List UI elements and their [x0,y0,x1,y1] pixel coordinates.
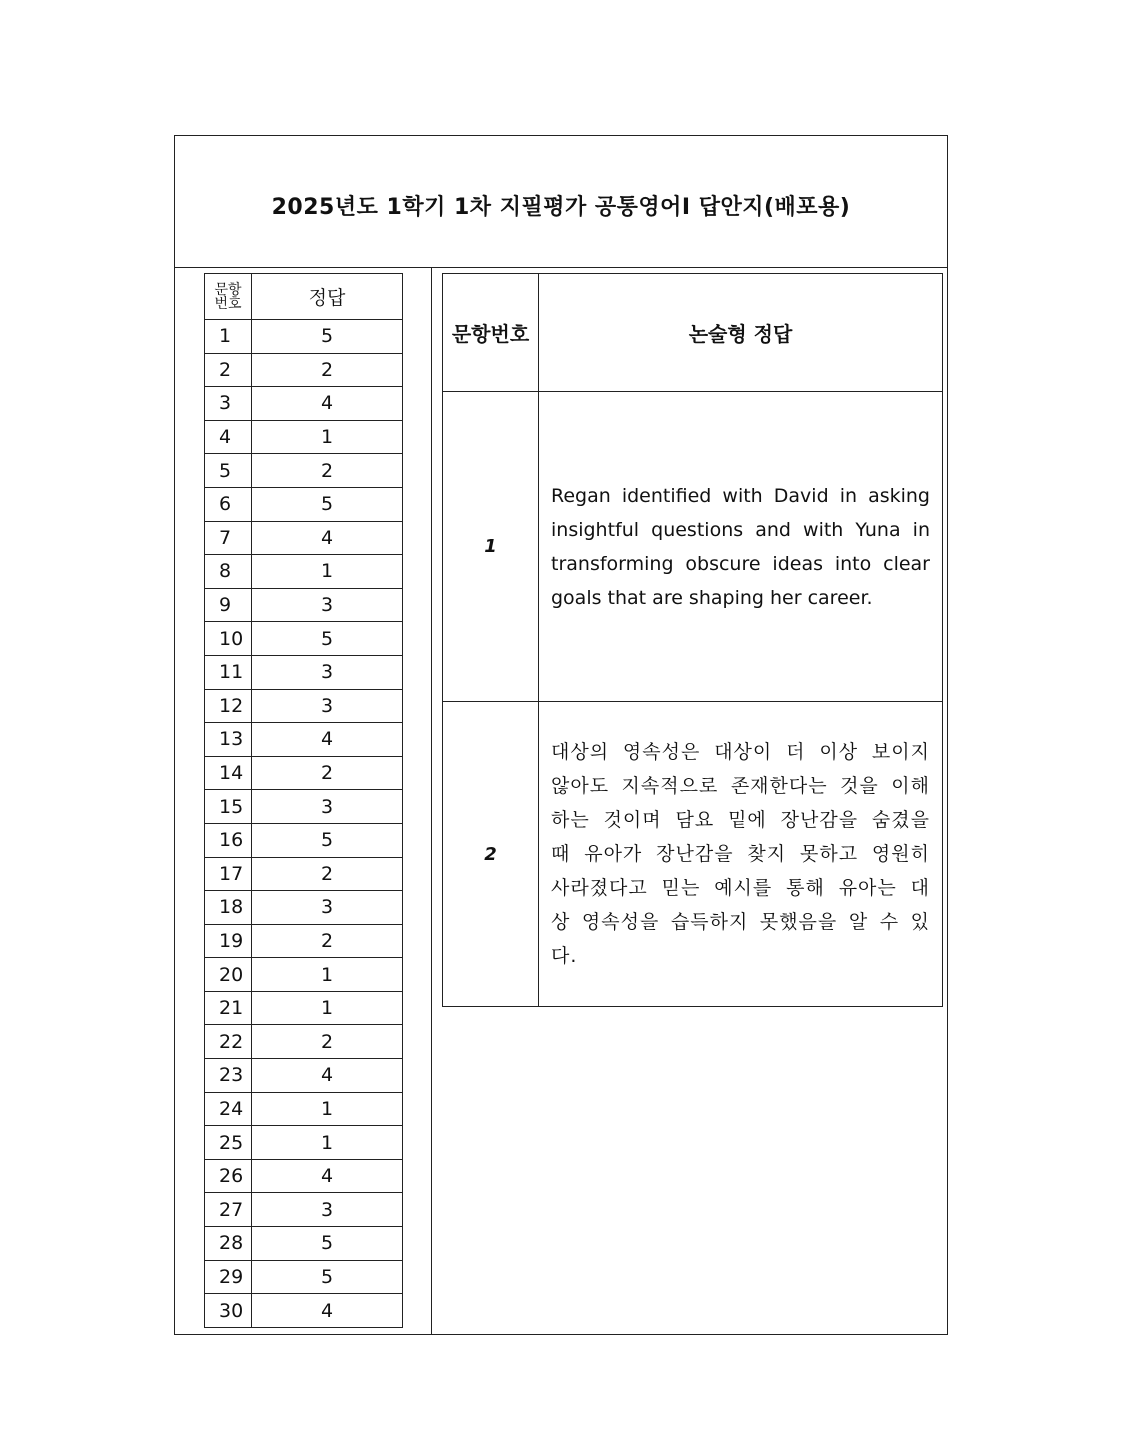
mc-question-number: 7 [205,521,252,555]
mc-question-number: 17 [205,857,252,891]
mc-answer: 4 [252,1059,403,1093]
mc-question-number: 15 [205,790,252,824]
column-divider [431,268,432,1335]
mc-table-row [205,622,403,656]
essay-question-number: 1 [443,392,539,702]
mc-question-number: 21 [205,991,252,1025]
essay-answer: Regan identified with David in asking insightful questions and with Yuna in transforming obscure ideas into clear goals that are shaping her career. [539,392,943,702]
mc-table-row [205,555,403,589]
mc-answer: 3 [252,891,403,925]
mc-table-row [205,1260,403,1294]
mc-answer: 2 [252,353,403,387]
mc-answer: 3 [252,790,403,824]
mc-table-row [205,387,403,421]
mc-table-row [205,1294,403,1328]
mc-table-row [205,991,403,1025]
essay-table [442,273,943,1007]
mc-question-number: 8 [205,555,252,589]
answer-sheet [174,135,948,1335]
mc-question-number: 12 [205,689,252,723]
mc-header-number [205,274,252,320]
mc-header-answer: 정답 [252,274,403,320]
mc-answer: 1 [252,420,403,454]
mc-question-number: 5 [205,454,252,488]
mc-answer: 4 [252,387,403,421]
mc-answer: 1 [252,1126,403,1160]
mc-table-row [205,1227,403,1261]
mc-answer: 3 [252,655,403,689]
mc-question-number: 24 [205,1092,252,1126]
mc-question-number: 2 [205,353,252,387]
mc-answer: 2 [252,1025,403,1059]
mc-question-number: 10 [205,622,252,656]
mc-question-number: 1 [205,320,252,354]
mc-answer: 2 [252,857,403,891]
mc-question-number: 11 [205,655,252,689]
mc-question-number: 25 [205,1126,252,1160]
mc-answer: 1 [252,958,403,992]
essay-row [443,392,943,702]
mc-table-row [205,655,403,689]
mc-answer: 1 [252,555,403,589]
mc-question-number: 4 [205,420,252,454]
page-title: 2025년도 1학기 1차 지필평가 공통영어Ⅰ 답안지(배포용) [271,195,851,220]
mc-table-row [205,958,403,992]
mc-table-row [205,891,403,925]
mc-answer: 5 [252,1227,403,1261]
mc-question-number: 18 [205,891,252,925]
essay-header-answer: 논술형 정답 [539,274,943,392]
mc-question-number: 14 [205,756,252,790]
mc-table-row [205,1092,403,1126]
mc-answer: 5 [252,320,403,354]
mc-question-number: 23 [205,1059,252,1093]
mc-question-number: 20 [205,958,252,992]
mc-answer: 2 [252,454,403,488]
mc-question-number: 26 [205,1159,252,1193]
mc-table-row [205,420,403,454]
mc-answer: 5 [252,622,403,656]
mc-table-row [205,823,403,857]
mc-table-row [205,1126,403,1160]
mc-question-number: 22 [205,1025,252,1059]
essay-row [443,702,943,1007]
mc-question-number: 30 [205,1294,252,1328]
mc-table-row [205,790,403,824]
mc-question-number: 27 [205,1193,252,1227]
essay-question-number: 2 [443,702,539,1007]
mc-question-number: 28 [205,1227,252,1261]
mc-answer: 1 [252,1092,403,1126]
mc-answer: 1 [252,991,403,1025]
mc-table-row [205,924,403,958]
mc-question-number: 29 [205,1260,252,1294]
mc-table-row [205,756,403,790]
mc-answer: 4 [252,1159,403,1193]
mc-table-row [205,1159,403,1193]
mc-table-row [205,353,403,387]
mc-table-row [205,1025,403,1059]
mc-question-number: 3 [205,387,252,421]
mc-answer: 5 [252,487,403,521]
mc-answer: 2 [252,756,403,790]
mc-table-row [205,487,403,521]
mc-answer: 4 [252,1294,403,1328]
mc-table-row [205,454,403,488]
mc-header-number-line2: 번호 [214,295,242,312]
mc-question-number: 9 [205,588,252,622]
mc-question-number: 16 [205,823,252,857]
mc-table-row [205,588,403,622]
mc-answer: 4 [252,521,403,555]
mc-table-row [205,689,403,723]
mc-answer: 3 [252,588,403,622]
essay-header-number: 문항번호 [443,274,539,392]
mc-table-row [205,1059,403,1093]
mc-answer: 3 [252,1193,403,1227]
mc-header-number-line1: 문항 [214,281,242,298]
multiple-choice-table [204,273,403,1328]
essay-answer: 대상의 영속성은 대상이 더 이상 보이지 않아도 지속적으로 존재한다는 것을 이해하는 것이며 담요 밑에 장난감을 숨겼을 때 유아가 장난감을 찾지 못하고 영원히 사라졌다고 믿는 예시를 통해 유아는 대상 영속성을 습득하지 못했음을 알 수 있다. [539,702,943,1007]
mc-table-row [205,857,403,891]
mc-question-number: 13 [205,723,252,757]
mc-table-row [205,521,403,555]
mc-answer: 5 [252,823,403,857]
title-box [175,136,947,268]
mc-answer: 4 [252,723,403,757]
mc-answer: 3 [252,689,403,723]
mc-question-number: 19 [205,924,252,958]
mc-answer: 2 [252,924,403,958]
mc-table-row [205,320,403,354]
mc-question-number: 6 [205,487,252,521]
mc-answer: 5 [252,1260,403,1294]
mc-table-row [205,723,403,757]
mc-table-row [205,1193,403,1227]
mc-table-body [205,320,403,1328]
